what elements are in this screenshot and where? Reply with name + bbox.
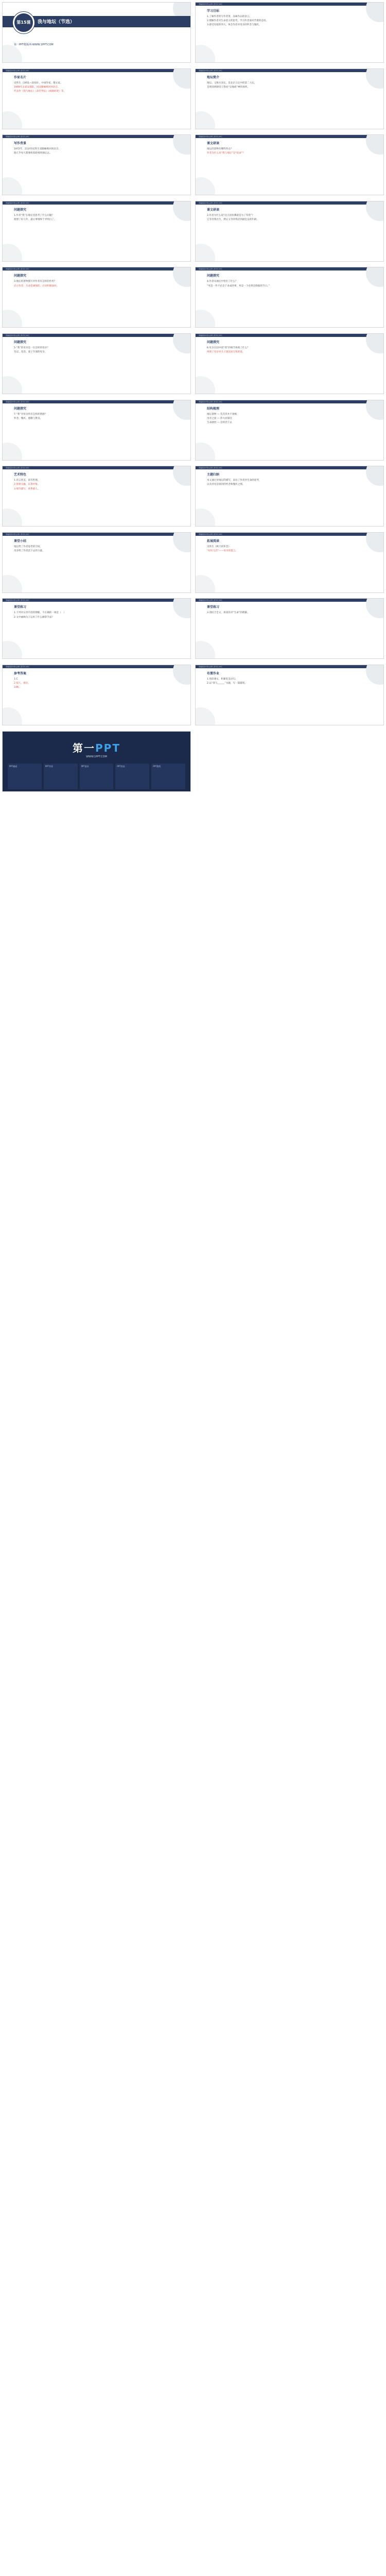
slide-header-text: 部编版高中语文必修上册 第七单元 [199, 665, 222, 668]
decor-circle [195, 376, 215, 394]
slide-body [207, 147, 372, 156]
slide-line: 生命感悟 — 怎样活下去 [207, 421, 232, 424]
content-slide[interactable] [195, 598, 384, 659]
slide-line: “死是一件不必急于求成的事，死是一个必然会降临的节日。” [207, 284, 270, 287]
decor-circle [2, 177, 22, 195]
slide-body [14, 346, 179, 354]
slide-title: 布置作业 [207, 671, 220, 675]
slide-header-bar [196, 69, 383, 72]
content-slide[interactable] [2, 201, 191, 262]
slide-header-text: 部编版高中语文必修上册 第七单元 [6, 135, 29, 138]
slide-header-bar [3, 69, 190, 72]
ad-column[interactable]: PPT素材 [80, 764, 114, 789]
slide-title: 课文研读 [207, 142, 220, 146]
slide-line: “好好儿活”——母亲的遗言。 [207, 549, 238, 552]
slide-line: 1969年去延安插队，因双腿瘫痪回到北京。 [14, 86, 60, 89]
slide-header-bar [3, 665, 190, 668]
slide-body [207, 611, 372, 615]
slide-line: 2.拟人、排比。 [14, 682, 30, 685]
slide-line: 2.理解作者对生命意义的思考，学习作者面对苦难的态度。 [207, 20, 269, 23]
slide-body [207, 81, 372, 90]
ad-columns [8, 764, 185, 789]
slide-body [14, 280, 179, 288]
slide-header-text: 部编版高中语文必修上册 第七单元 [199, 3, 222, 5]
slide-title: 结构梳理 [207, 406, 220, 411]
slide-body [14, 81, 179, 94]
slide-header-text: 部编版高中语文必修上册 第七单元 [6, 400, 29, 403]
slide-line: 5.“我”的母亲是一位怎样的母亲？ [14, 346, 49, 349]
slide-title: 学习目标 [207, 9, 220, 13]
slide-title: 作家名片 [14, 75, 27, 79]
slide-header-text: 部编版高中语文必修上册 第七单元 [6, 69, 29, 72]
slide-header-bar [196, 466, 383, 469]
decor-circle [195, 443, 215, 461]
slide-header-bar [196, 400, 383, 403]
slide-line: 它等待我出生，然后又等待我活到最狂妄的年龄。 [207, 218, 259, 221]
content-slide[interactable] [2, 532, 191, 593]
content-slide[interactable] [195, 466, 384, 527]
cover-slide[interactable] [2, 2, 191, 63]
slide-line: 坚忍、宽容、爱子至深的母亲。 [14, 351, 47, 354]
slide-line: 3.略。 [14, 686, 21, 689]
slide-header-text: 部编版高中语文必修上册 第七单元 [6, 599, 29, 602]
slide-line: 史铁生（1951—2010），中国作家、散文家。 [14, 81, 63, 84]
decor-circle [2, 310, 22, 328]
slide-body [14, 545, 179, 553]
slide-header-bar [196, 135, 383, 138]
slide-line: 地坛的景物有哪些特点？ [207, 148, 233, 151]
slide-body [14, 677, 179, 690]
ad-column[interactable]: PPT教程 [151, 764, 185, 789]
slide-line: 1.C [14, 677, 18, 681]
decor-circle [2, 443, 22, 461]
slide-header-text: 部编版高中语文必修上册 第七单元 [6, 268, 29, 270]
slide-line: 母亲之爱 — 伟大而深沉 [207, 417, 232, 420]
slide-title: 课文研读 [207, 208, 220, 212]
slide-line: 1.下列对文章内容的理解，不正确的一项是（ ） [14, 612, 66, 615]
slide-line: 3.请结合全文，谈谈你对“生命”的理解。 [207, 612, 250, 615]
slide-title: 问题探究 [14, 406, 27, 411]
slide-line: 本文通过对地坛的描写，表达了作者对生命的思考， [207, 479, 261, 482]
decor-circle [2, 45, 22, 63]
slide-body [14, 611, 179, 619]
content-slide[interactable] [2, 267, 191, 328]
decor-circle [195, 310, 215, 328]
slide-header-text: 部编版高中语文必修上册 第七单元 [199, 201, 222, 204]
content-slide[interactable] [2, 69, 191, 129]
slide-header-text: 部编版高中语文必修上册 第七单元 [199, 135, 222, 138]
slide-line: 他想了好几年，最后事情终于弄明白了。 [14, 218, 57, 221]
slide-line: 2.作者为什么说“这古园仿佛就是为了等我”？ [207, 214, 254, 217]
slide-title: 问题探究 [207, 274, 220, 278]
ad-subtitle: WWW.1PPT.COM [86, 755, 107, 758]
decor-circle [195, 509, 215, 527]
slide-title: 问题探究 [14, 274, 27, 278]
ad-logo: 第一PPT [73, 741, 120, 754]
decor-circle [2, 509, 22, 527]
content-slide[interactable] [195, 69, 384, 129]
slide-title: 问题探究 [207, 340, 220, 344]
content-slide[interactable] [195, 267, 384, 328]
content-slide[interactable] [2, 400, 191, 461]
decor-circle [2, 376, 22, 394]
decor-circle [2, 244, 22, 262]
slide-body [207, 15, 372, 28]
slide-body [14, 147, 179, 156]
slide-title: 问题探究 [14, 340, 27, 344]
slide-body [207, 545, 372, 553]
slide-line: 7.“我”对母亲怀有怎样的情感？ [14, 413, 47, 416]
slide-title: 艺术特色 [14, 473, 27, 477]
decor-circle [195, 111, 215, 129]
slide-header-bar [196, 201, 383, 205]
decor-circle [195, 707, 215, 725]
content-slide[interactable] [195, 400, 384, 461]
slide-title: 问题探究 [14, 208, 27, 212]
slide-line: 1972年，21岁的史铁生双腿瘫痪回到北京。 [14, 148, 61, 151]
slide-line: 作者为什么说“我与地坛”是“宿命”？ [207, 152, 245, 155]
slide-body [14, 413, 179, 421]
slide-title: 地坛简介 [207, 75, 220, 79]
slide-header-bar [3, 466, 190, 469]
slide-title: 拓展阅读 [207, 539, 220, 543]
slide-header-text: 部编版高中语文必修上册 第七单元 [6, 665, 29, 668]
slide-header-text: 部编版高中语文必修上册 第七单元 [6, 533, 29, 535]
content-slide[interactable] [2, 333, 191, 394]
slide-title: 主题归纳 [207, 473, 220, 477]
slide-header-bar [196, 267, 383, 270]
content-slide[interactable] [195, 333, 384, 394]
slide-line: 母亲给了作者活下去的力量。 [14, 549, 45, 552]
slide-line: 他几乎每天都要摇着轮椅到地坛去。 [14, 152, 52, 155]
slide-body [207, 479, 372, 487]
slide-header-bar [196, 334, 383, 337]
content-slide[interactable] [2, 466, 191, 527]
slide-body [207, 214, 372, 222]
content-slide[interactable] [195, 532, 384, 593]
slide-line: 是明清两朝帝王祭祀“皇地祇”神的场所。 [207, 86, 250, 89]
decor-circle [195, 575, 215, 593]
slide-header-bar [3, 533, 190, 536]
slide-header-text: 部编版高中语文必修上册 第七单元 [6, 467, 29, 469]
slide-line: 体现了母亲对儿子深沉而无私的爱。 [207, 351, 245, 354]
slide-title: 参考答案 [14, 671, 27, 675]
slide-line: 1.了解作者的写作背景，品味作品的语言。 [207, 15, 252, 18]
decor-circle [195, 641, 215, 659]
content-slide[interactable] [195, 201, 384, 262]
slide-header-text: 部编版高中语文必修上册 第七单元 [199, 533, 222, 535]
slide-body [14, 214, 179, 222]
slide-title: 课堂练习 [207, 605, 220, 609]
slide-header-text: 部编版高中语文必修上册 第七单元 [199, 467, 222, 469]
slide-grid [2, 2, 384, 2576]
slide-header-text: 部编版高中语文必修上册 第七单元 [199, 69, 222, 72]
slide-line: 代表作《我与地坛》《命若琴弦》《病隙碎笔》等。 [14, 90, 66, 93]
slide-header-bar [3, 334, 190, 337]
slide-line: 史铁生《秋天的怀念》 [207, 545, 231, 548]
slide-header-bar [3, 135, 190, 138]
slide-line: 地坛景物 — 荒芜但并不衰败 [207, 413, 237, 416]
slide-header-text: 部编版高中语文必修上册 第七单元 [199, 400, 222, 403]
slide-header-text: 部编版高中语文必修上册 第七单元 [199, 268, 222, 270]
slide-line: 3.地坛的景物描写对作者有怎样的作用？ [14, 280, 57, 283]
slide-header-text: 部编版高中语文必修上册 第七单元 [6, 201, 29, 204]
decor-circle [195, 177, 215, 195]
slide-header-bar [196, 3, 383, 6]
slide-body [207, 346, 372, 354]
decor-circle [2, 575, 22, 593]
cover-site: 第一PPT模板网-WWW.1PPT.COM [14, 43, 54, 46]
decor-circle [2, 641, 22, 659]
slide-header-bar [3, 201, 190, 205]
slide-line: 2.情景交融，以景衬情。 [14, 483, 40, 486]
slide-title: 课堂小结 [14, 539, 27, 543]
slide-body [207, 280, 372, 288]
content-slide[interactable] [2, 134, 191, 195]
ad-column[interactable]: PPT背景 [44, 764, 78, 789]
slide-header-bar [3, 599, 190, 602]
slide-body [207, 413, 372, 426]
slide-line: 3.细节描写，真挚感人。 [14, 487, 40, 490]
slide-line: 以及对母亲深切的怀念和愧疚之情。 [207, 483, 245, 486]
slide-line: 1.作者“我”在地坛里思考了什么问题？ [14, 214, 55, 217]
decor-circle [195, 244, 215, 262]
slide-header-bar [196, 665, 383, 668]
slide-line: 怀念、愧疚、感激与赞美。 [14, 417, 43, 420]
slide-line: 启示作者：生命是顽强的，应该积极面对。 [14, 284, 59, 287]
slide-header-bar [196, 533, 383, 536]
slide-body [207, 677, 372, 686]
slide-title: 写作背景 [14, 142, 27, 146]
slide-line: 1.熟读课文，积累优美语句。 [207, 677, 238, 681]
content-slide[interactable] [2, 598, 191, 659]
ad-slide[interactable] [2, 731, 191, 792]
content-slide[interactable] [195, 134, 384, 195]
slide-line: 4.作者从地坛中悟出了什么？ [207, 280, 238, 283]
slide-header-text: 部编版高中语文必修上册 第七单元 [199, 599, 222, 602]
slide-header-text: 部编版高中语文必修上册 第七单元 [199, 334, 222, 336]
ad-column[interactable]: PPT模板 [8, 764, 42, 789]
cover-title: 我与地坛（节选） [38, 20, 75, 25]
content-slide[interactable] [195, 665, 384, 725]
slide-header-bar [3, 400, 190, 403]
content-slide[interactable] [2, 665, 191, 725]
slide-line: 2.文中画线句子运用了什么修辞手法？ [14, 616, 54, 619]
slide-line: 6.母亲在园中找“我”的细节体现了什么？ [207, 346, 250, 349]
content-slide[interactable] [195, 2, 384, 63]
slide-body [14, 479, 179, 492]
slide-line: 3.感受母爱的伟大，体会作者对母亲的怀念与愧疚。 [207, 24, 261, 27]
decor-circle [2, 111, 22, 129]
decor-circle [2, 707, 22, 725]
slide-header-text: 部编版高中语文必修上册 第七单元 [6, 334, 29, 336]
slide-line: 2.以“我与______”为题，写一篇随笔。 [207, 682, 248, 685]
slide-header-bar [196, 599, 383, 602]
ad-column[interactable]: PPT图表 [115, 764, 149, 789]
lesson-number-badge: 第15课 [13, 12, 34, 33]
slide-line: 地坛，又称方泽坛，是北京五坛中的第二大坛， [207, 81, 257, 84]
slide-title: 课堂练习 [14, 605, 27, 609]
decor-circle [195, 45, 215, 63]
slide-line: 1.语言优美，富有哲理。 [14, 479, 40, 482]
slide-header-bar [3, 267, 190, 270]
slide-line: 地坛给了作者思考的空间， [14, 545, 43, 548]
